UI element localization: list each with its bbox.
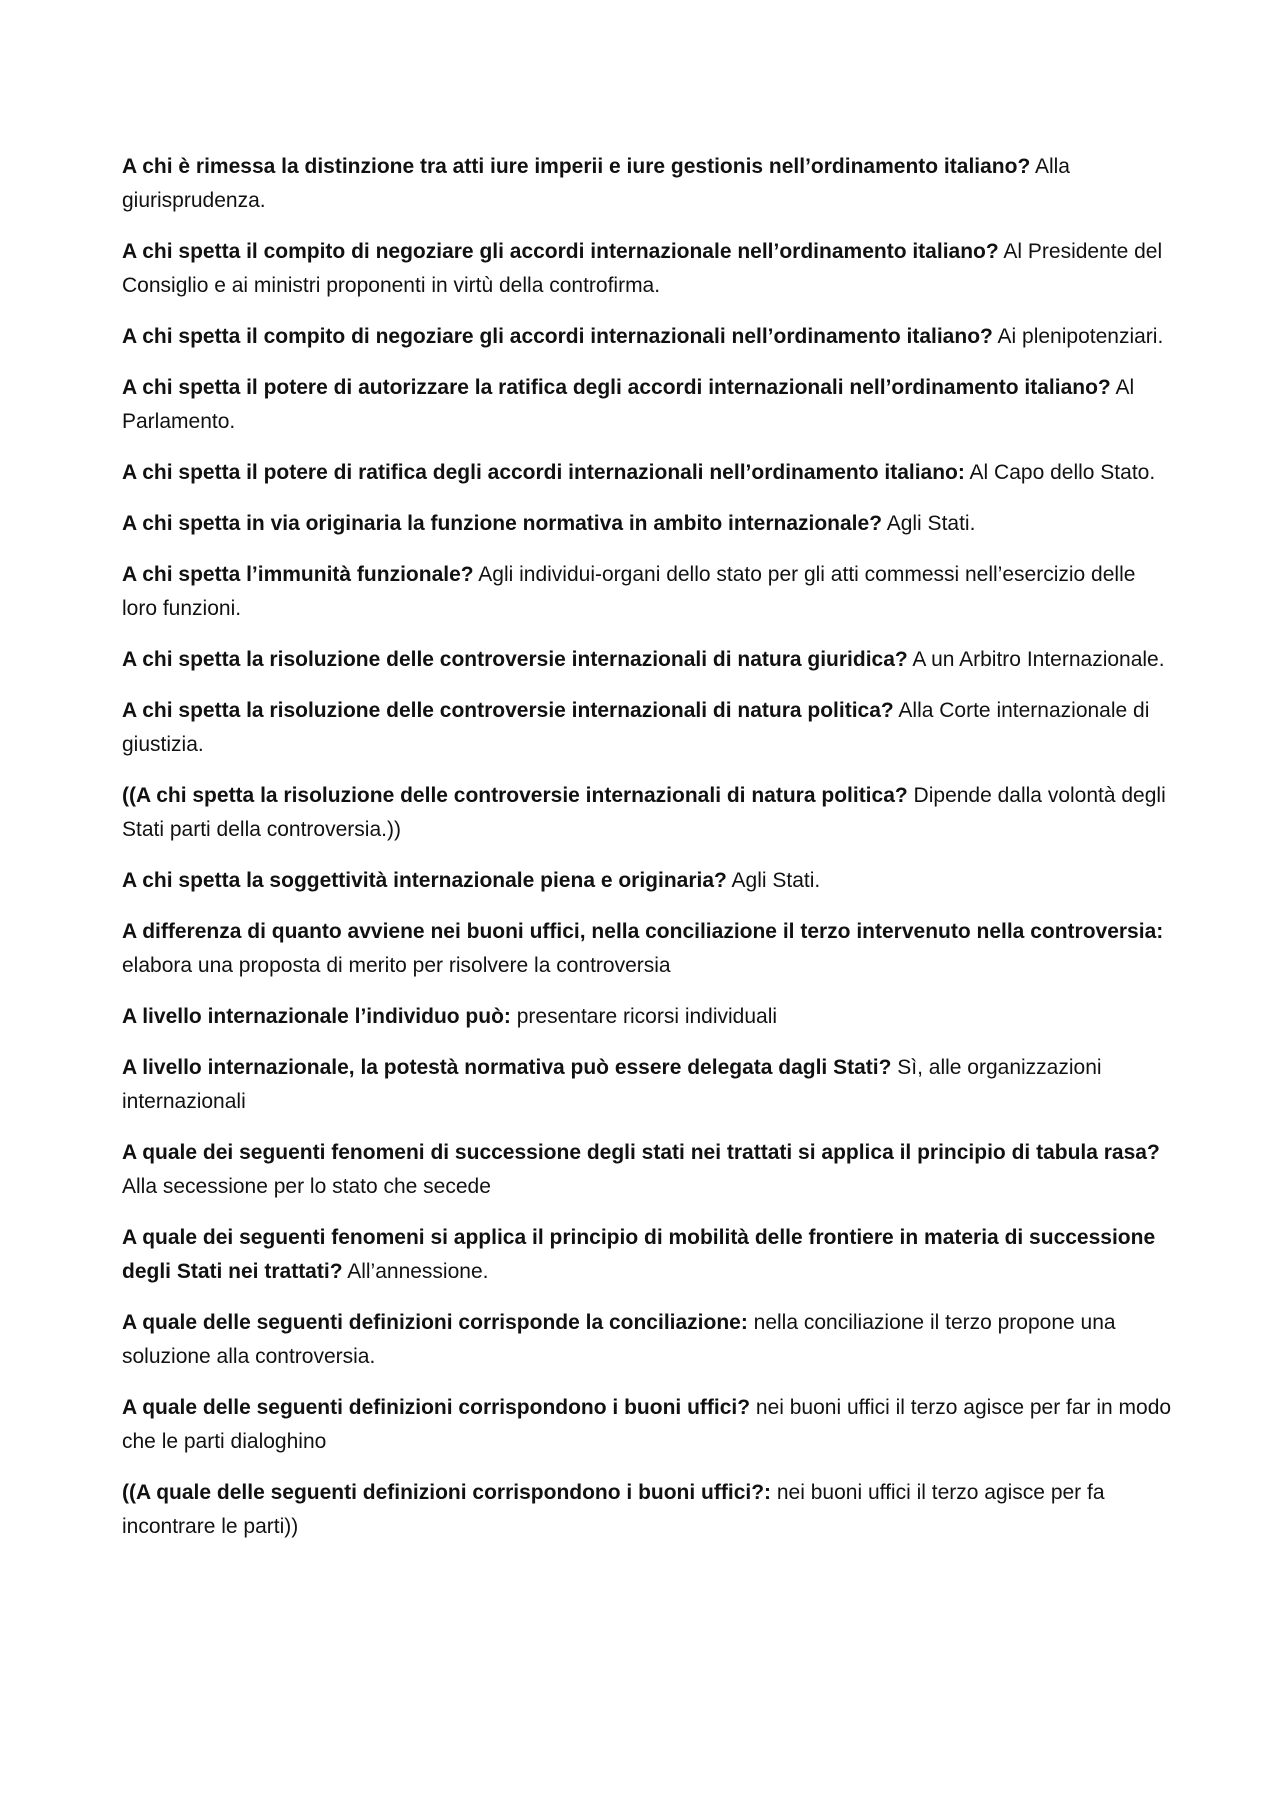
question: ((A chi spetta la risoluzione delle controversie internazionali di natura politica?	[122, 784, 908, 807]
question: A quale delle seguenti definizioni corrispondono i buoni uffici?	[122, 1396, 751, 1419]
question: A chi spetta il compito di negoziare gli accordi internazionali nell’ordinamento italiano?	[122, 325, 993, 348]
question: A livello internazionale, la potestà normativa può essere delegata dagli Stati?	[122, 1056, 892, 1079]
answer: Al Presidente del Consiglio e ai ministri proponenti in virtù della controfirma.	[122, 240, 1163, 297]
qa-item-2	[122, 235, 1172, 303]
answer: Alla Corte internazionale di giustizia.	[122, 699, 1150, 756]
answer: nei buoni uffici il terzo agisce per fa incontrare le parti))	[122, 1481, 1105, 1538]
answer: A un Arbitro Internazionale.	[907, 648, 1165, 671]
qa-item-4	[122, 371, 1172, 439]
answer: presentare ricorsi individuali	[510, 1005, 778, 1028]
answer: nei buoni uffici il terzo agisce per far in modo che le parti dialoghino	[122, 1396, 1172, 1453]
answer: All’annessione.	[342, 1260, 489, 1283]
answer: Dipende dalla volontà degli Stati parti della controversia.))	[122, 784, 1166, 841]
answer: Alla giurisprudenza.	[122, 155, 1070, 212]
qa-item-17	[122, 1306, 1172, 1374]
qa-item-5	[122, 456, 1172, 490]
qa-item-7	[122, 558, 1172, 626]
qa-item-6	[122, 507, 1172, 541]
qa-item-9	[122, 694, 1172, 762]
qa-item-8	[122, 643, 1172, 677]
qa-item-16	[122, 1221, 1172, 1289]
qa-item-19	[122, 1476, 1172, 1544]
qa-item-13	[122, 1000, 1172, 1034]
answer: Alla secessione per lo stato che secede	[122, 1175, 491, 1198]
qa-item-11	[122, 864, 1172, 898]
answer: Ai plenipotenziari.	[992, 325, 1164, 348]
question: A chi spetta in via originaria la funzione normativa in ambito internazionale?	[122, 512, 883, 535]
question: A chi spetta la risoluzione delle controversie internazionali di natura giuridica?	[122, 648, 908, 671]
question: A chi spetta la soggettività internazionale piena e originaria?	[122, 869, 727, 892]
question: A chi spetta il compito di negoziare gli accordi internazionale nell’ordinamento italiano?	[122, 240, 999, 263]
question: A chi spetta il potere di autorizzare la ratifica degli accordi internazionali nell’ordinamento italiano?	[122, 376, 1111, 399]
qa-item-1	[122, 150, 1172, 218]
question: A differenza di quanto avviene nei buoni uffici, nella conciliazione il terzo intervenuto nella controversia:	[122, 920, 1164, 943]
question: A chi spetta la risoluzione delle controversie internazionali di natura politica?	[122, 699, 894, 722]
question: A chi spetta il potere di ratifica degli accordi internazionali nell’ordinamento italiano:	[122, 461, 965, 484]
answer: Al Capo dello Stato.	[964, 461, 1156, 484]
answer: Agli Stati.	[726, 869, 821, 892]
qa-item-3	[122, 320, 1172, 354]
answer: elabora una proposta di merito per risolvere la controversia	[122, 954, 671, 977]
qa-item-10	[122, 779, 1172, 847]
qa-item-14	[122, 1051, 1172, 1119]
qa-item-15	[122, 1136, 1172, 1204]
question: A quale dei seguenti fenomeni si applica il principio di mobilità delle frontiere in materia di successione degli Stati nei trattati?	[122, 1226, 1156, 1283]
document-page	[122, 150, 1172, 1561]
question: ((A quale delle seguenti definizioni corrispondono i buoni uffici?:	[122, 1481, 772, 1504]
question: A quale delle seguenti definizioni corrisponde la conciliazione:	[122, 1311, 748, 1334]
answer: Agli individui-organi dello stato per gli atti commessi nell’esercizio delle loro funzioni.	[122, 563, 1136, 620]
answer: Al Parlamento.	[122, 376, 1135, 433]
answer: nella conciliazione il terzo propone una soluzione alla controversia.	[122, 1311, 1116, 1368]
answer: Sì, alle organizzazioni internazionali	[122, 1056, 1102, 1113]
qa-item-18	[122, 1391, 1172, 1459]
question: A chi è rimessa la distinzione tra atti iure imperii e iure gestionis nell’ordinamento italiano?	[122, 155, 1031, 178]
question: A quale dei seguenti fenomeni di successione degli stati nei trattati si applica il principio di tabula rasa?	[122, 1141, 1160, 1164]
question: A livello internazionale l’individuo può:	[122, 1005, 511, 1028]
question: A chi spetta l’immunità funzionale?	[122, 563, 474, 586]
qa-item-12	[122, 915, 1172, 983]
answer: Agli Stati.	[882, 512, 976, 535]
